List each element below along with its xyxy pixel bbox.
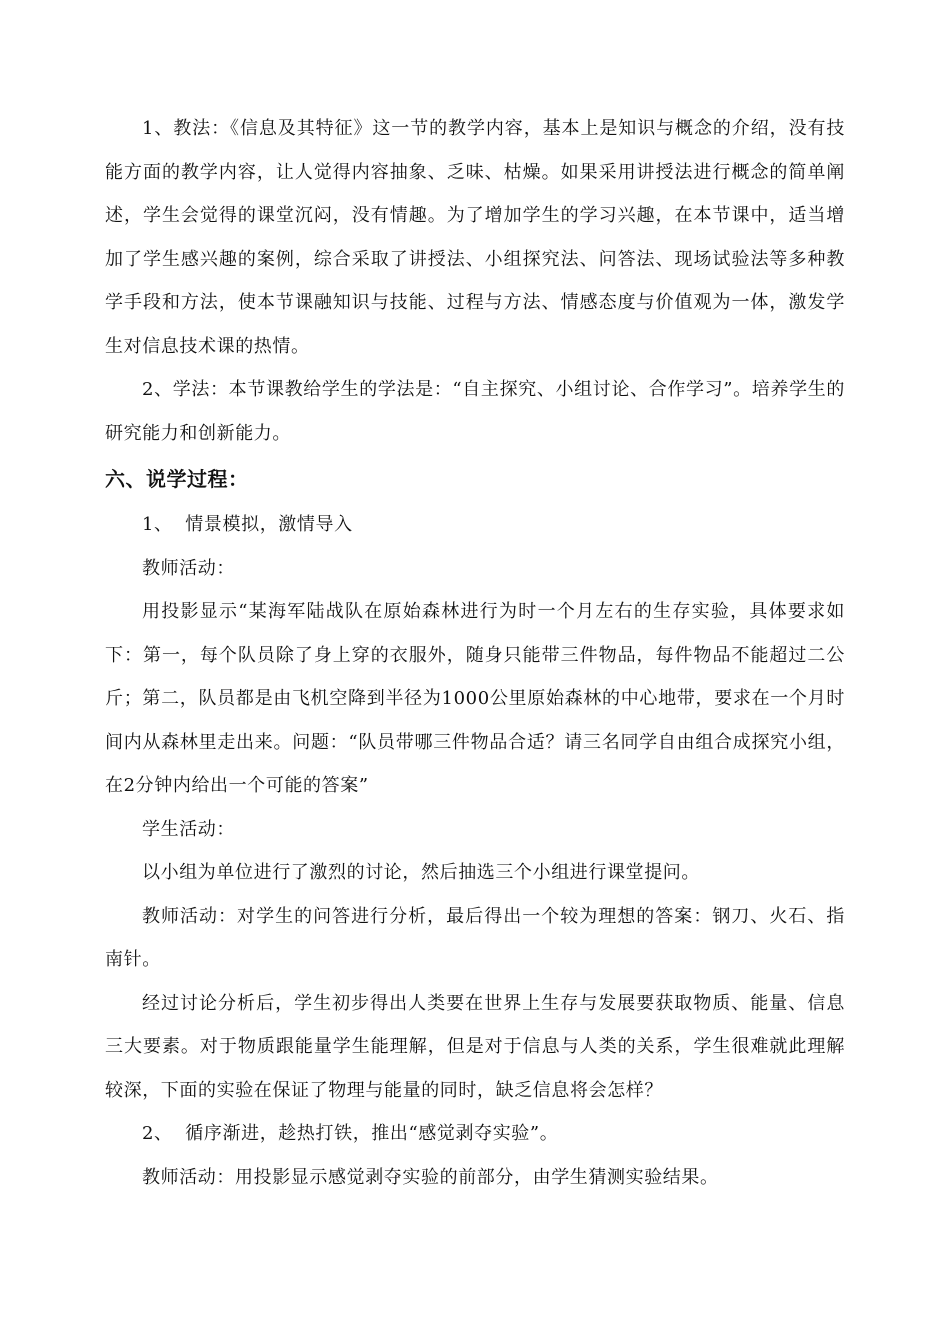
item-1-title: 1、 情景模拟，激情导入 bbox=[142, 514, 353, 535]
paragraph-teacher-analysis: 教师活动：对学生的问答进行分析，最后得出一个较为理想的答案：钢刀、火石、指南针。 bbox=[105, 905, 845, 970]
document-body bbox=[105, 107, 845, 1199]
paragraph-conclusion: 经过讨论分析后，学生初步得出人类要在世界上生存与发展要获取物质、能量、信息三大要素。对于物质跟能量学生能理解，但是对于信息与人类的关系，学生很难就此理解较深，下面的实验在保证了物理与能量的同时，缺乏信息将会怎样？ bbox=[105, 992, 845, 1101]
section-heading: 六、说学过程： bbox=[105, 467, 249, 491]
item-2-title: 2、 循序渐进，趁热打铁，推出“感觉剥夺实验”。 bbox=[142, 1123, 559, 1144]
paragraph-experiment: 教师活动：用投影显示感觉剥夺实验的前部分，由学生猜测实验结果。 bbox=[142, 1166, 719, 1188]
paragraph-teaching-method: 1、教法：《信息及其特征》这一节的教学内容，基本上是知识与概念的介绍，没有技能方面的教学内容，让人觉得内容抽象、乏味、枯燥。如果采用讲授法进行概念的简单阐述，学生会觉得的课堂沉闷，没有情趣。为了增加学生的学习兴趣，在本节课中，适当增加了学生感兴趣的案例，综合采取了讲授法、小组探究法、问答法、现场试验法等多种教学手段和方法，使本节课融知识与技能、过程与方法、情感态度与价值观为一体，激发学生对信息技术课的热情。 bbox=[105, 118, 845, 357]
paragraph-scenario: 用投影显示“某海军陆战队在原始森林进行为时一个月左右的生存实验，具体要求如下：第一，每个队员除了身上穿的衣服外，随身只能带三件物品，每件物品不能超过二公斤；第二，队员都是由飞机空降到半径为1000公里原始森林的中心地带，要求在一个月时间内从森林里走出来。问题：“队员带哪三件物品合适？请三名同学自由组合成探究小组，在2分钟内给出一个可能的答案” bbox=[105, 601, 845, 796]
teacher-activity-label: 教师活动： bbox=[142, 557, 235, 579]
paragraph-learning-method: 2、学法：本节课教给学生的学法是：“自主探究、小组讨论、合作学习”。培养学生的研究能力和创新能力。 bbox=[105, 379, 845, 444]
student-activity-label: 学生活动： bbox=[142, 818, 235, 840]
paragraph-student-discussion: 以小组为单位进行了激烈的讨论，然后抽选三个小组进行课堂提问。 bbox=[142, 862, 700, 883]
